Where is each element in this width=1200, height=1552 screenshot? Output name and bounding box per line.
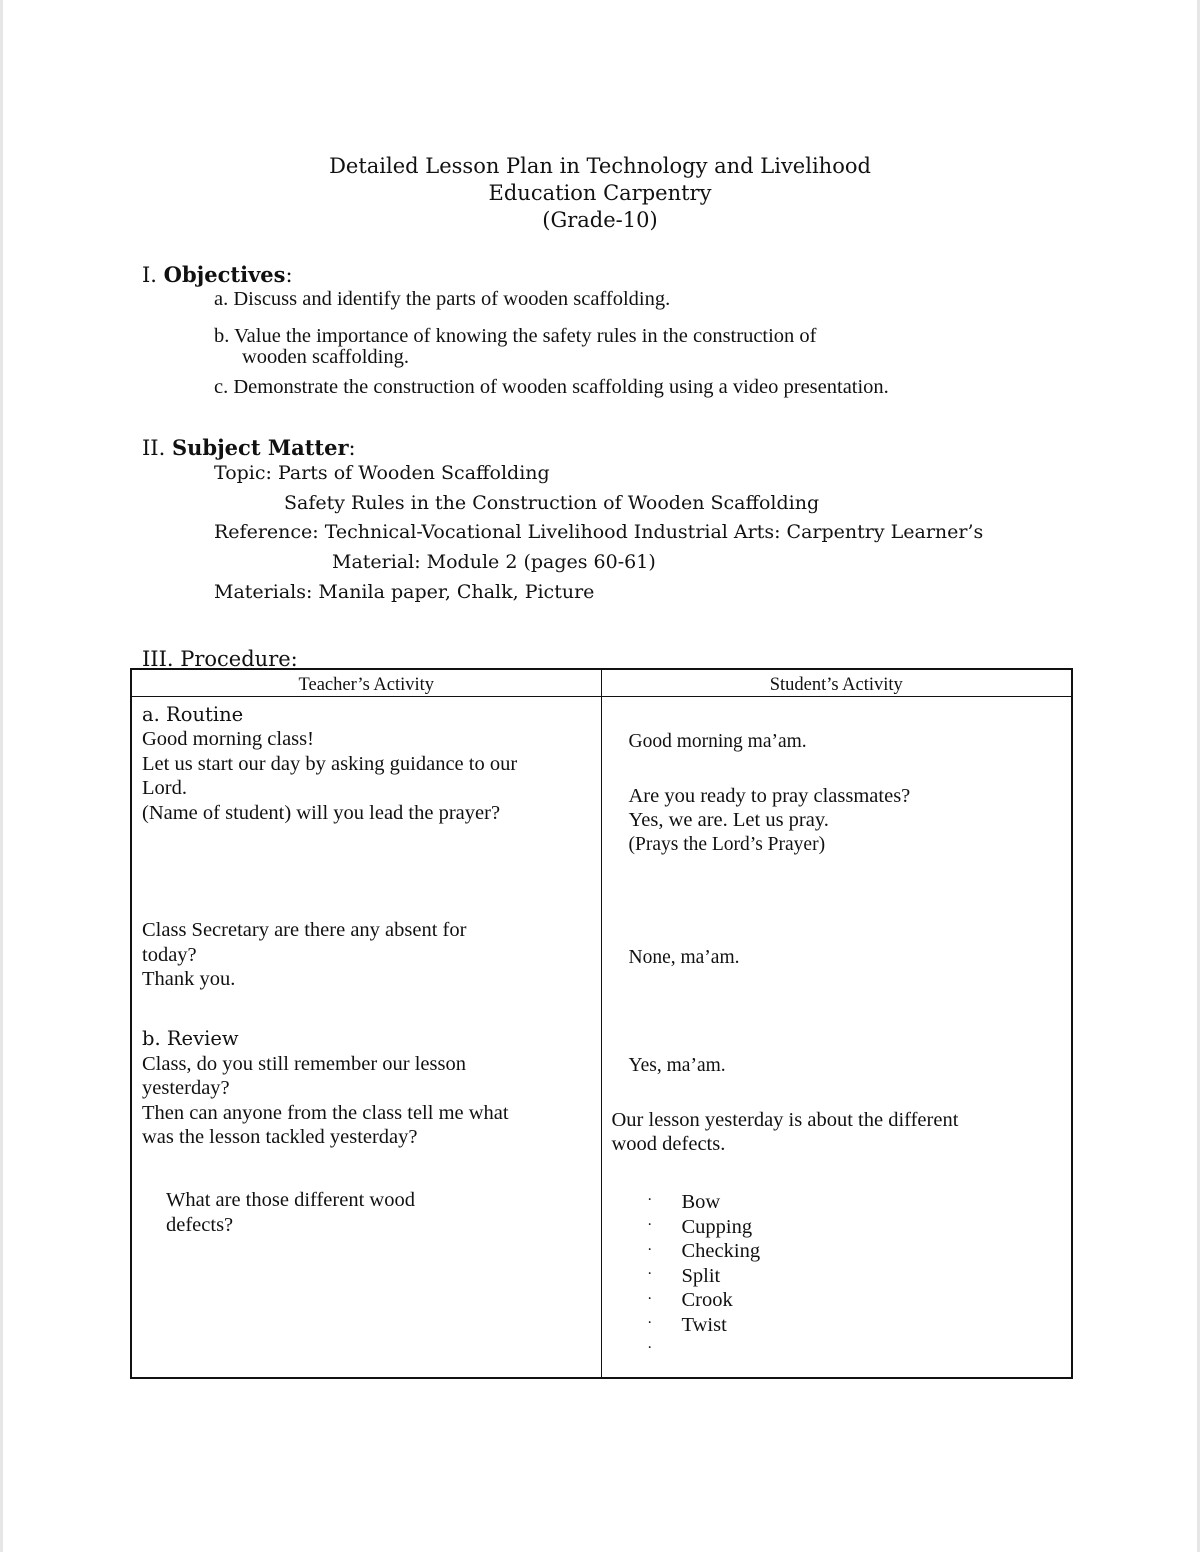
student-none: None, ma’am. bbox=[628, 947, 740, 968]
bullet-dot: · bbox=[647, 1217, 652, 1233]
teacher-remember-2: yesterday? bbox=[142, 1077, 230, 1099]
routine-label: a. Routine bbox=[142, 703, 244, 726]
defect-item: Split bbox=[681, 1265, 721, 1287]
student-activity-header: Student’s Activity bbox=[601, 669, 1072, 697]
defect-item: Cupping bbox=[681, 1216, 753, 1238]
subject-matter-heading-num: II. bbox=[142, 436, 166, 460]
page-edge-left bbox=[0, 0, 3, 1552]
teacher-tell-1: Then can anyone from the class tell me what bbox=[142, 1102, 509, 1124]
student-activity-cell bbox=[601, 697, 1072, 1379]
bullet-dot: · bbox=[647, 1291, 652, 1307]
procedure-table-row bbox=[131, 697, 1072, 1379]
teacher-activity-header: Teacher’s Activity bbox=[131, 669, 601, 697]
teacher-thanks: Thank you. bbox=[142, 968, 236, 990]
bullet-dot: · bbox=[647, 1242, 652, 1258]
reference-line-2: Material: Module 2 (pages 60-61) bbox=[332, 551, 656, 573]
student-prays: (Prays the Lord’s Prayer) bbox=[628, 834, 826, 855]
document-title-line-1: Detailed Lesson Plan in Technology and Livelihood bbox=[329, 154, 871, 178]
student-lesson-2: wood defects. bbox=[611, 1133, 726, 1155]
topic-line-2: Safety Rules in the Construction of Wooden Scaffolding bbox=[284, 492, 820, 514]
bullet-dot: · bbox=[647, 1315, 652, 1331]
student-ready: Are you ready to pray classmates? bbox=[628, 785, 911, 807]
student-pray: Yes, we are. Let us pray. bbox=[628, 809, 829, 831]
document-title-line-2: Education Carpentry bbox=[488, 181, 712, 205]
subject-matter-heading bbox=[142, 435, 356, 460]
defect-item: Checking bbox=[681, 1240, 761, 1262]
materials-line: Materials: Manila paper, Chalk, Picture bbox=[214, 581, 595, 603]
teacher-activity-cell bbox=[131, 697, 601, 1379]
defect-item: Crook bbox=[681, 1289, 733, 1311]
bullet-dot: · bbox=[647, 1340, 652, 1356]
document-title-line-3: (Grade-10) bbox=[542, 208, 658, 232]
teacher-guidance-1: Let us start our day by asking guidance to our bbox=[142, 753, 518, 775]
teacher-remember-1: Class, do you still remember our lesson bbox=[142, 1053, 466, 1075]
defect-item: Bow bbox=[681, 1191, 721, 1213]
teacher-absent-2: today? bbox=[142, 944, 197, 966]
teacher-tell-2: was the lesson tackled yesterday? bbox=[142, 1126, 418, 1148]
review-label: b. Review bbox=[142, 1027, 239, 1050]
student-greeting: Good morning ma’am. bbox=[628, 731, 807, 752]
student-yes: Yes, ma’am. bbox=[628, 1055, 726, 1076]
subject-matter-heading-colon: : bbox=[348, 436, 356, 460]
defect-item: Twist bbox=[681, 1314, 727, 1336]
teacher-greeting: Good morning class! bbox=[142, 728, 314, 750]
bullet-dot: · bbox=[647, 1192, 652, 1208]
objective-b-cont: wooden scaffolding. bbox=[242, 346, 410, 368]
objective-a: a. Discuss and identify the parts of wooden scaffolding. bbox=[214, 288, 671, 310]
objective-b: b. Value the importance of knowing the safety rules in the construction of bbox=[214, 325, 817, 347]
student-lesson-1: Our lesson yesterday is about the different bbox=[611, 1109, 959, 1131]
objectives-heading-text: Objectives bbox=[163, 262, 286, 287]
teacher-defects-1: What are those different wood bbox=[166, 1189, 415, 1211]
teacher-prayer: (Name of student) will you lead the prayer? bbox=[142, 802, 501, 824]
procedure-heading: III. Procedure: bbox=[142, 647, 298, 671]
bullet-dot: · bbox=[647, 1266, 652, 1282]
objectives-heading-num: I. bbox=[142, 263, 157, 287]
teacher-guidance-2: Lord. bbox=[142, 777, 187, 799]
procedure-table bbox=[130, 668, 1073, 1379]
teacher-defects-2: defects? bbox=[166, 1214, 234, 1236]
teacher-absent-1: Class Secretary are there any absent for bbox=[142, 919, 467, 941]
topic-line-1: Topic: Parts of Wooden Scaffolding bbox=[214, 462, 550, 484]
procedure-table-header bbox=[131, 669, 1072, 697]
reference-line-1: Reference: Technical-Vocational Livelihood Industrial Arts: Carpentry Learner’s bbox=[214, 521, 984, 543]
objectives-heading bbox=[142, 262, 293, 287]
objectives-heading-colon: : bbox=[285, 263, 293, 287]
subject-matter-heading-text: Subject Matter bbox=[171, 435, 349, 460]
objective-c: c. Demonstrate the construction of wooden scaffolding using a video presentation. bbox=[214, 376, 889, 398]
